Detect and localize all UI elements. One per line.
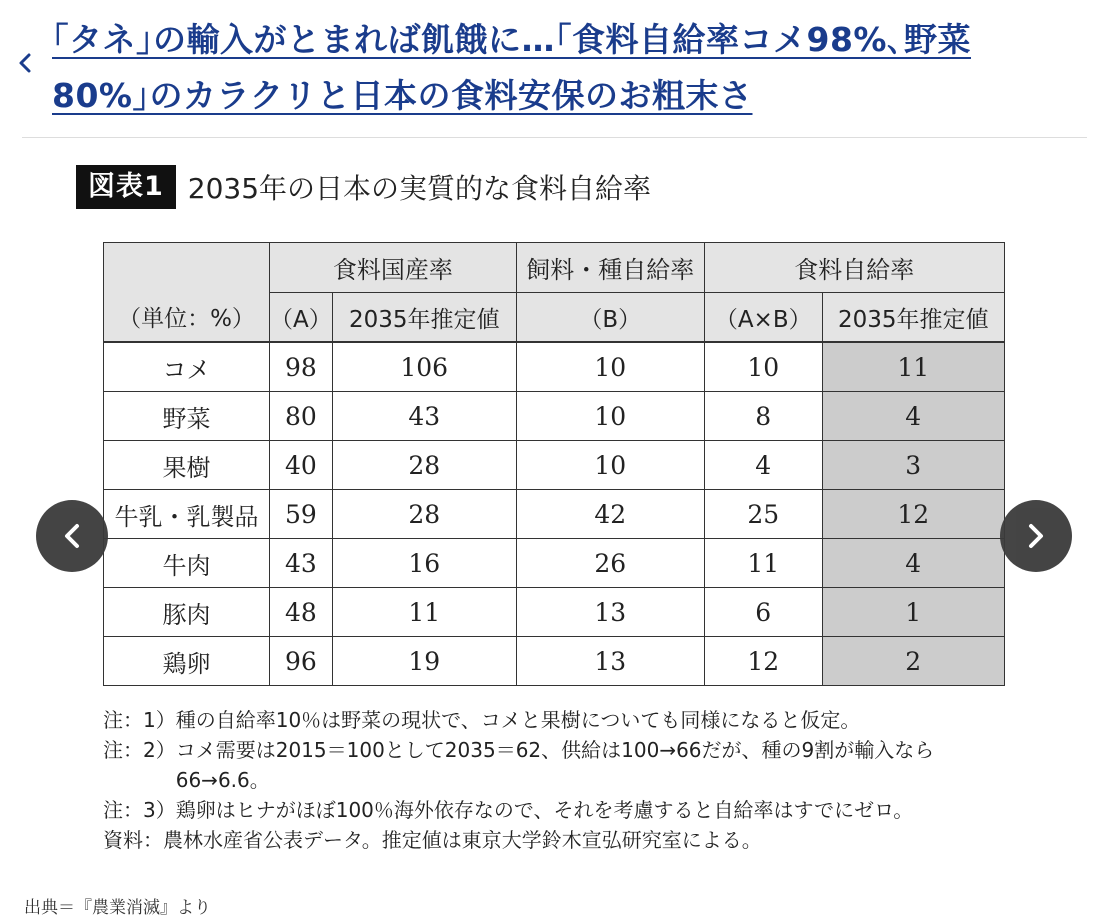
table-cell-b: 42 xyxy=(516,490,704,539)
unit-label: （単位：%） xyxy=(104,293,270,343)
row-label: 野菜 xyxy=(104,392,270,441)
note-tag: 注：1） xyxy=(103,708,176,732)
figure-badge: 図表1 xyxy=(76,165,176,209)
table-cell-a: 80 xyxy=(270,392,333,441)
note-text: 種の自給率10％は野菜の現状で、コメと果樹についても同様になると仮定。 xyxy=(175,708,861,732)
row-label: 牛肉 xyxy=(104,539,270,588)
table-cell-a: 40 xyxy=(270,441,333,490)
table-row xyxy=(104,539,1005,588)
table-cell-ab2035: 4 xyxy=(822,539,1004,588)
table-cell-ab2035: 12 xyxy=(822,490,1004,539)
figure-notes xyxy=(103,705,1023,855)
table-cell-ab: 12 xyxy=(704,637,822,686)
table-cell-ab2035: 1 xyxy=(822,588,1004,637)
table-cell-a: 48 xyxy=(270,588,333,637)
table-cell-b: 10 xyxy=(516,441,704,490)
table-cell-a: 43 xyxy=(270,539,333,588)
table-cell-a2035: 43 xyxy=(332,392,516,441)
note-tag: 注：2） xyxy=(103,738,176,762)
title-line-2: 80%｣のカラクリと日本の食料安保のお粗末さ xyxy=(52,76,753,115)
figure-image xyxy=(76,165,1026,852)
image-source-credit: 出典＝『農業消滅』より xyxy=(24,898,211,918)
figure-note xyxy=(103,795,1023,825)
table-cell-b: 26 xyxy=(516,539,704,588)
figure-title xyxy=(76,165,1026,209)
table-cell-a: 96 xyxy=(270,637,333,686)
note-text: 農林水産省公表データ。推定値は東京大学鈴木宣弘研究室による。 xyxy=(163,828,762,852)
table-cell-ab: 11 xyxy=(704,539,822,588)
table-cell-a: 98 xyxy=(270,342,333,392)
table-cell-a2035: 19 xyxy=(332,637,516,686)
table-row xyxy=(104,441,1005,490)
table-cell-a2035: 16 xyxy=(332,539,516,588)
table-cell-ab: 10 xyxy=(704,342,822,392)
table-row xyxy=(104,588,1005,637)
table-corner xyxy=(104,243,270,293)
table-cell-ab: 4 xyxy=(704,441,822,490)
back-button[interactable] xyxy=(12,50,38,76)
sub-header-a-2035: 2035年推定値 xyxy=(332,293,516,343)
note-tag: 注：3） xyxy=(103,798,176,822)
table-cell-ab: 6 xyxy=(704,588,822,637)
figure-caption: 2035年の日本の実質的な食料自給率 xyxy=(187,172,652,205)
header-divider xyxy=(22,137,1087,138)
table-cell-a2035: 28 xyxy=(332,441,516,490)
row-label: 果樹 xyxy=(104,441,270,490)
chevron-right-icon xyxy=(1025,521,1047,551)
group-header-self-sufficiency: 食料自給率 xyxy=(704,243,1004,293)
table-cell-b: 13 xyxy=(516,588,704,637)
table-cell-a2035: 106 xyxy=(332,342,516,392)
table-cell-ab2035: 11 xyxy=(822,342,1004,392)
table-cell-b: 10 xyxy=(516,392,704,441)
note-text: 鶏卵はヒナがほぼ100％海外依存なので、それを考慮すると自給率はすでにゼロ。 xyxy=(175,798,914,822)
group-header-domestic: 食料国産率 xyxy=(270,243,517,293)
article-title-link[interactable] xyxy=(52,12,1062,124)
carousel-next-button[interactable] xyxy=(1000,500,1072,572)
note-tag: 資料： xyxy=(103,828,163,852)
note-text: コメ需要は2015＝100として2035＝62、供給は100→66だが、種の9割が輸入なら66→6.6。 xyxy=(175,738,935,792)
figure-note xyxy=(103,825,1023,855)
table-row xyxy=(104,342,1005,392)
figure-note xyxy=(103,705,1023,735)
table-cell-ab2035: 4 xyxy=(822,392,1004,441)
sub-header-b: （B） xyxy=(516,293,704,343)
figure-note xyxy=(103,735,1023,795)
carousel-prev-button[interactable] xyxy=(36,500,108,572)
table-cell-a2035: 28 xyxy=(332,490,516,539)
sub-header-axb: （A×B） xyxy=(704,293,822,343)
self-sufficiency-table xyxy=(103,242,1005,686)
row-label: コメ xyxy=(104,342,270,392)
chevron-left-icon xyxy=(61,521,83,551)
table-sub-header-row xyxy=(104,293,1005,343)
row-label: 牛乳・乳製品 xyxy=(104,490,270,539)
table-group-header-row xyxy=(104,243,1005,293)
table-cell-a: 59 xyxy=(270,490,333,539)
table-row xyxy=(104,637,1005,686)
row-label: 豚肉 xyxy=(104,588,270,637)
sub-header-axb-2035: 2035年推定値 xyxy=(822,293,1004,343)
table-cell-ab: 8 xyxy=(704,392,822,441)
row-label: 鶏卵 xyxy=(104,637,270,686)
sub-header-a: （A） xyxy=(270,293,333,343)
group-header-feed-seed: 飼料・種自給率 xyxy=(516,243,704,293)
table-cell-ab2035: 2 xyxy=(822,637,1004,686)
table-cell-a2035: 11 xyxy=(332,588,516,637)
table-row xyxy=(104,392,1005,441)
chevron-left-icon xyxy=(18,52,32,74)
table-cell-ab: 25 xyxy=(704,490,822,539)
table-cell-ab2035: 3 xyxy=(822,441,1004,490)
table-row xyxy=(104,490,1005,539)
table-cell-b: 10 xyxy=(516,342,704,392)
table-cell-b: 13 xyxy=(516,637,704,686)
title-line-1: ｢タネ｣の輸入がとまれば飢餓に…｢食料自給率コメ98%､野菜 xyxy=(52,20,971,59)
